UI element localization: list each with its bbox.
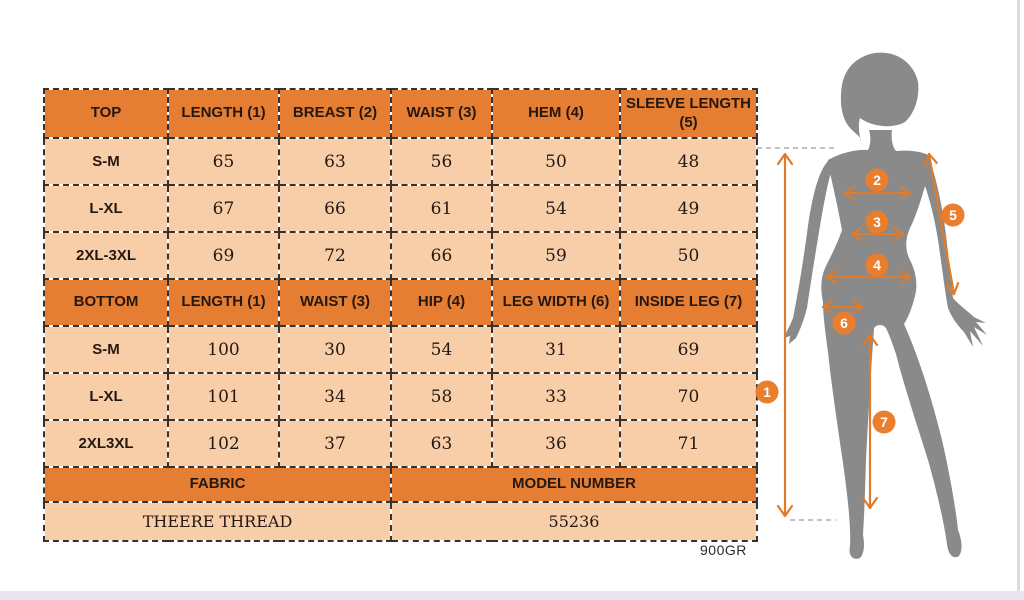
measurement-marker-2: [866, 169, 889, 192]
measurement-value: 63: [391, 420, 492, 467]
header-cell-top: TOP: [44, 89, 168, 138]
header-cell-hip: HIP (4): [391, 279, 492, 326]
header-cell-waist: WAIST (3): [279, 279, 391, 326]
silhouette-hair: [841, 53, 919, 141]
measurement-value: 37: [279, 420, 391, 467]
measurement-value: 34: [279, 373, 391, 420]
header-cell-hem: HEM (4): [492, 89, 620, 138]
top-header-row: [44, 89, 757, 138]
measurement-marker-4: [866, 254, 889, 277]
measurement-value: 54: [492, 185, 620, 232]
measurement-value: 63: [279, 138, 391, 185]
size-cell: L-XL: [44, 373, 168, 420]
table-row: [44, 373, 757, 420]
size-chart-table: [43, 88, 758, 542]
header-cell-breast: BREAST (2): [279, 89, 391, 138]
header-cell-leg-width: LEG WIDTH (6): [492, 279, 620, 326]
measurement-value: 50: [492, 138, 620, 185]
measurement-value: 33: [492, 373, 620, 420]
size-cell: L-XL: [44, 185, 168, 232]
svg-text:6: 6: [840, 315, 848, 331]
measurement-value: 54: [391, 326, 492, 373]
measurement-value: 72: [279, 232, 391, 279]
measurement-value: 66: [279, 185, 391, 232]
fabric-value-row: [44, 502, 757, 541]
measurement-marker-5: [942, 204, 965, 227]
svg-text:1: 1: [763, 384, 771, 400]
table-row: [44, 138, 757, 185]
page-bottom-edge: [0, 591, 1024, 600]
size-cell: S-M: [44, 138, 168, 185]
svg-text:4: 4: [873, 257, 881, 273]
measurement-marker-6: [833, 312, 856, 335]
svg-text:3: 3: [873, 214, 881, 230]
model-number-label: MODEL NUMBER: [391, 467, 757, 502]
measurement-value: 67: [168, 185, 279, 232]
measurement-value: 56: [391, 138, 492, 185]
header-cell-waist: WAIST (3): [391, 89, 492, 138]
fabric-label: FABRIC: [44, 467, 391, 502]
table-row: [44, 420, 757, 467]
measurement-value: 48: [620, 138, 757, 185]
measurement-value: 30: [279, 326, 391, 373]
bottom-header-row: [44, 279, 757, 326]
fabric-header-row: [44, 467, 757, 502]
measurement-value: 101: [168, 373, 279, 420]
table-row: [44, 185, 757, 232]
measurement-value: 49: [620, 185, 757, 232]
measurement-value: 59: [492, 232, 620, 279]
model-number-value: 55236: [391, 502, 757, 541]
fabric-value: THEERE THREAD: [44, 502, 391, 541]
female-silhouette: [784, 53, 987, 559]
measurement-marker-1: [756, 381, 779, 404]
measurement-marker-7: [873, 411, 896, 434]
header-cell-sleeve-length: SLEEVE LENGTH (5): [620, 89, 757, 138]
measurement-value: 36: [492, 420, 620, 467]
page-right-edge: [1017, 0, 1020, 600]
measurement-value: 61: [391, 185, 492, 232]
svg-text:2: 2: [873, 172, 881, 188]
svg-text:7: 7: [880, 414, 888, 430]
svg-text:5: 5: [949, 207, 957, 223]
table-row: [44, 232, 757, 279]
weight-note: 900GR: [700, 542, 747, 558]
measurement-value: 66: [391, 232, 492, 279]
measurement-value: 69: [168, 232, 279, 279]
size-cell: 2XL3XL: [44, 420, 168, 467]
header-cell-bottom: BOTTOM: [44, 279, 168, 326]
measurement-value: 58: [391, 373, 492, 420]
measurement-value: 71: [620, 420, 757, 467]
measurement-value: 65: [168, 138, 279, 185]
measurement-marker-3: [866, 211, 889, 234]
measurement-value: 70: [620, 373, 757, 420]
measurement-figure: [740, 30, 1010, 570]
table-row: [44, 326, 757, 373]
measurement-value: 50: [620, 232, 757, 279]
measurement-value: 102: [168, 420, 279, 467]
size-cell: 2XL-3XL: [44, 232, 168, 279]
header-cell-length: LENGTH (1): [168, 89, 279, 138]
header-cell-length: LENGTH (1): [168, 279, 279, 326]
measurement-value: 69: [620, 326, 757, 373]
measurement-value: 31: [492, 326, 620, 373]
measurement-value: 100: [168, 326, 279, 373]
size-cell: S-M: [44, 326, 168, 373]
header-cell-inside-leg: INSIDE LEG (7): [620, 279, 757, 326]
